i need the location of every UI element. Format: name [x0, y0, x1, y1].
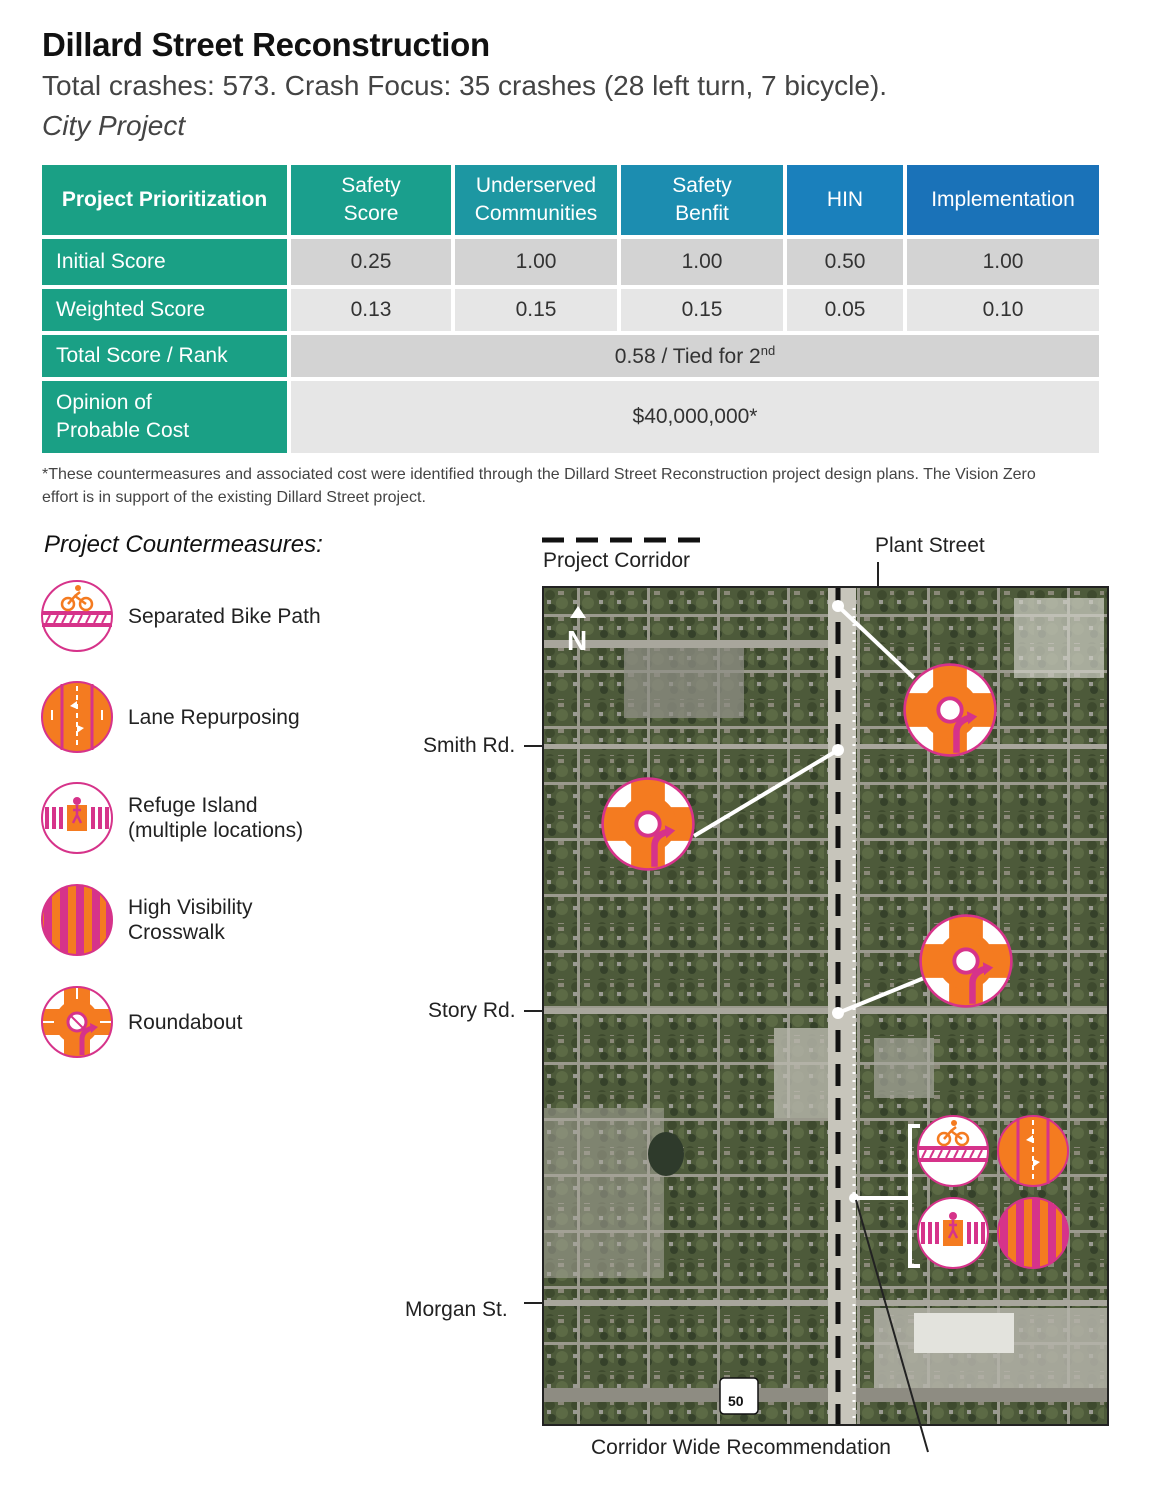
street-label-story: Story Rd.	[428, 999, 516, 1022]
header-cell-line: Safety	[341, 174, 401, 197]
header-cell-line: Benfit	[675, 202, 729, 225]
countermeasures-heading: Project Countermeasures:	[44, 531, 323, 558]
legend-label: High Visibility Crosswalk	[128, 896, 253, 944]
crash-summary: Total crashes: 573. Crash Focus: 35 crashes (28 left turn, 7 bicycle).	[42, 70, 888, 101]
row-label: Weighted Score	[42, 289, 287, 331]
legend-label: Separated Bike Path	[128, 604, 321, 628]
route-shield-label: 50	[728, 1393, 744, 1409]
table-cell: 1.00	[621, 239, 783, 285]
row-label: Total Score / Rank	[42, 335, 287, 377]
cost-label-line: Probable Cost	[56, 419, 190, 442]
header-cell-line: Implementation	[931, 188, 1075, 211]
header-cell-line: HIN	[826, 188, 864, 211]
table-cell: 0.50	[787, 239, 903, 285]
footnote: *These countermeasures and associated cost were identified through the Dillard Street Reconstruction project design plans. The Vision Zero effort is in support of the existing Dillard Street project.	[42, 466, 1036, 506]
project-type: City Project	[42, 110, 186, 141]
north-arrow-label: N	[567, 625, 588, 656]
corridor-wide-label: Corridor Wide Recommendation	[591, 1436, 891, 1459]
street-label-morgan: Morgan St.	[405, 1298, 508, 1321]
table-cell: 0.10	[907, 289, 1099, 331]
legend-label: Roundabout	[128, 1010, 243, 1034]
table-cell: 1.00	[455, 239, 617, 285]
row-label: Initial Score	[42, 239, 287, 285]
legend-label: Refuge Island (multiple locations)	[128, 794, 304, 842]
legend-label: Lane Repurposing	[128, 705, 300, 729]
table-cell: 0.15	[455, 289, 617, 331]
header-cell-line: Safety	[672, 174, 732, 197]
total-score-value: 0.58 / Tied for 2	[614, 345, 761, 368]
rank-superscript: nd	[760, 343, 776, 358]
header-cell-line: Underserved	[475, 174, 597, 197]
header-cell-line: Project Prioritization	[61, 188, 268, 211]
header-cell-line: Communities	[474, 202, 598, 225]
table-cell: 0.15	[621, 289, 783, 331]
cost-value: $40,000,000*	[291, 381, 1099, 453]
table-cell: 0.13	[291, 289, 451, 331]
cost-label-line: Opinion of	[56, 391, 152, 414]
table-cell: 0.05	[787, 289, 903, 331]
page-title: Dillard Street Reconstruction	[42, 26, 490, 63]
street-label-smith: Smith Rd.	[423, 734, 516, 757]
table-cell: 0.25	[291, 239, 451, 285]
street-label-plant: Plant Street	[875, 534, 985, 557]
project-corridor-label: Project Corridor	[543, 549, 691, 572]
header-cell-line: Score	[343, 202, 399, 225]
table-cell: 1.00	[907, 239, 1099, 285]
